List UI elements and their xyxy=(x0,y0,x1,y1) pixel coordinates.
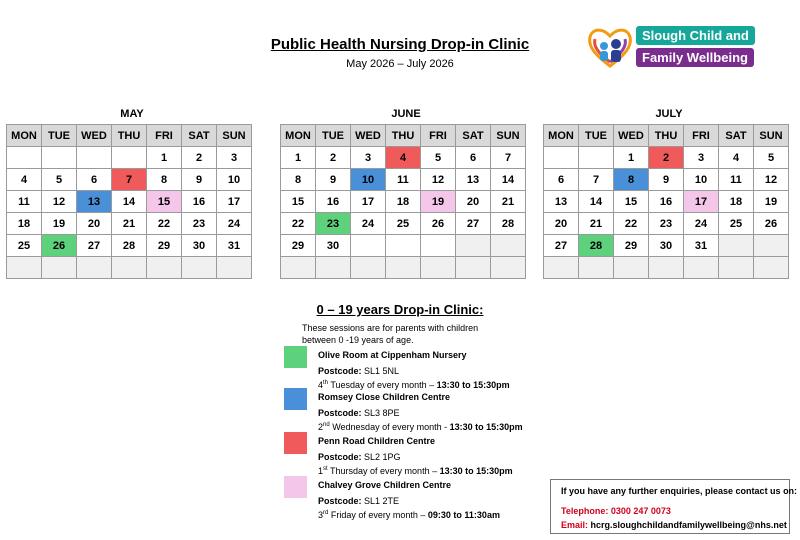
day-cell: 3 xyxy=(351,147,386,169)
location-name: Chalvey Grove Children Centre xyxy=(318,480,452,490)
contact-box xyxy=(550,479,798,534)
day-cell xyxy=(649,257,684,279)
day-cell xyxy=(544,257,579,279)
day-cell: 27 xyxy=(544,235,579,257)
day-header: SAT xyxy=(456,125,491,147)
day-header: MON xyxy=(7,125,42,147)
day-header: SAT xyxy=(182,125,217,147)
day-cell xyxy=(719,257,754,279)
day-cell: 30 xyxy=(316,235,351,257)
logo-line-1: Slough Child and xyxy=(636,26,755,45)
day-cell: 15 xyxy=(281,191,316,213)
location-name: Olive Room at Cippenham Nursery xyxy=(318,350,467,360)
day-cell: 15 xyxy=(147,191,182,213)
day-cell xyxy=(386,235,421,257)
day-cell: 26 xyxy=(42,235,77,257)
day-header: TUE xyxy=(579,125,614,147)
day-cell: 4 xyxy=(7,169,42,191)
day-cell: 2 xyxy=(649,147,684,169)
calendar-grid xyxy=(6,124,252,279)
page-subtitle: May 2026 – July 2026 xyxy=(346,58,454,70)
logo xyxy=(588,24,770,70)
day-cell xyxy=(754,257,789,279)
day-cell: 2 xyxy=(316,147,351,169)
day-cell: 24 xyxy=(684,213,719,235)
day-cell xyxy=(147,257,182,279)
clinic-section-title: 0 – 19 years Drop-in Clinic: xyxy=(316,302,484,317)
day-cell: 4 xyxy=(386,147,421,169)
day-cell: 8 xyxy=(281,169,316,191)
day-cell: 5 xyxy=(754,147,789,169)
day-cell xyxy=(182,257,217,279)
day-cell: 31 xyxy=(684,235,719,257)
day-cell: 9 xyxy=(182,169,217,191)
day-cell: 16 xyxy=(649,191,684,213)
calendar-month-name: JULY xyxy=(655,108,683,120)
day-cell xyxy=(316,257,351,279)
day-cell: 18 xyxy=(719,191,754,213)
day-header: SAT xyxy=(719,125,754,147)
day-cell: 23 xyxy=(316,213,351,235)
calendar-grid xyxy=(543,124,789,279)
day-cell xyxy=(719,235,754,257)
day-cell xyxy=(491,235,526,257)
location-schedule: 1st Thursday of every month – 13:30 to 15:30pm xyxy=(318,466,513,476)
day-cell: 28 xyxy=(579,235,614,257)
calendar-month-name: MAY xyxy=(120,108,144,120)
day-cell xyxy=(456,257,491,279)
location-color-swatch xyxy=(284,388,307,410)
day-cell: 7 xyxy=(112,169,147,191)
contact-telephone: Telephone: 0300 247 0073 xyxy=(561,506,671,516)
location-name: Romsey Close Children Centre xyxy=(318,392,451,402)
day-cell: 31 xyxy=(217,235,252,257)
day-cell: 30 xyxy=(182,235,217,257)
day-cell: 12 xyxy=(421,169,456,191)
day-cell xyxy=(112,257,147,279)
day-header: MON xyxy=(281,125,316,147)
calendar-grid xyxy=(280,124,526,279)
day-cell xyxy=(77,147,112,169)
day-cell xyxy=(351,257,386,279)
day-cell: 17 xyxy=(217,191,252,213)
location-color-swatch xyxy=(284,346,307,368)
clinic-section-intro: These sessions are for parents with children between 0 -19 years of age. xyxy=(302,323,479,345)
day-cell: 4 xyxy=(719,147,754,169)
day-cell: 25 xyxy=(7,235,42,257)
day-cell: 26 xyxy=(421,213,456,235)
day-header: WED xyxy=(614,125,649,147)
day-cell xyxy=(42,257,77,279)
day-cell: 12 xyxy=(754,169,789,191)
day-cell: 28 xyxy=(112,235,147,257)
day-cell xyxy=(42,147,77,169)
day-cell: 11 xyxy=(386,169,421,191)
day-cell: 16 xyxy=(182,191,217,213)
day-cell: 19 xyxy=(42,213,77,235)
day-cell: 5 xyxy=(42,169,77,191)
day-cell: 22 xyxy=(147,213,182,235)
day-cell: 29 xyxy=(614,235,649,257)
day-cell: 14 xyxy=(491,169,526,191)
day-cell: 10 xyxy=(217,169,252,191)
day-cell xyxy=(684,257,719,279)
heart-family-icon xyxy=(588,26,632,68)
day-header: FRI xyxy=(147,125,182,147)
day-header: TUE xyxy=(42,125,77,147)
day-cell xyxy=(491,257,526,279)
location-color-swatch xyxy=(284,476,307,498)
day-cell: 20 xyxy=(544,213,579,235)
day-cell xyxy=(579,257,614,279)
day-cell: 2 xyxy=(182,147,217,169)
day-header: THU xyxy=(649,125,684,147)
day-cell: 11 xyxy=(719,169,754,191)
day-cell: 28 xyxy=(491,213,526,235)
day-cell: 18 xyxy=(7,213,42,235)
day-cell xyxy=(421,235,456,257)
location-schedule: 2nd Wednesday of every month - 13:30 to 15:30pm xyxy=(318,422,523,432)
day-cell: 13 xyxy=(544,191,579,213)
day-cell xyxy=(281,257,316,279)
day-cell: 14 xyxy=(579,191,614,213)
day-header: MON xyxy=(544,125,579,147)
day-cell: 23 xyxy=(182,213,217,235)
day-cell: 9 xyxy=(649,169,684,191)
location-postcode: Postcode: SL2 1PG xyxy=(318,452,401,462)
day-cell: 17 xyxy=(351,191,386,213)
location-schedule: 3rd Friday of every month – 09:30 to 11:30am xyxy=(318,510,500,520)
day-cell: 1 xyxy=(614,147,649,169)
telephone-number[interactable]: 0300 247 0073 xyxy=(610,506,671,516)
location-name: Penn Road Children Centre xyxy=(318,436,436,446)
day-cell xyxy=(421,257,456,279)
day-cell: 15 xyxy=(614,191,649,213)
day-cell: 19 xyxy=(421,191,456,213)
day-cell: 21 xyxy=(579,213,614,235)
day-header: WED xyxy=(77,125,112,147)
day-cell xyxy=(112,147,147,169)
day-cell: 26 xyxy=(754,213,789,235)
day-cell: 8 xyxy=(147,169,182,191)
day-cell xyxy=(456,235,491,257)
day-cell: 7 xyxy=(579,169,614,191)
logo-line-2: Family Wellbeing xyxy=(636,48,754,67)
day-cell: 14 xyxy=(112,191,147,213)
day-cell: 9 xyxy=(316,169,351,191)
day-cell: 20 xyxy=(77,213,112,235)
day-cell: 7 xyxy=(491,147,526,169)
day-cell: 27 xyxy=(77,235,112,257)
day-cell xyxy=(579,147,614,169)
day-cell: 12 xyxy=(42,191,77,213)
day-header: SUN xyxy=(491,125,526,147)
day-cell: 24 xyxy=(217,213,252,235)
day-cell: 11 xyxy=(7,191,42,213)
location-schedule: 4th Tuesday of every month – 13:30 to 15:30pm xyxy=(318,380,510,390)
day-cell: 10 xyxy=(684,169,719,191)
page-title: Public Health Nursing Drop-in Clinic xyxy=(270,36,530,53)
day-cell: 16 xyxy=(316,191,351,213)
day-cell: 21 xyxy=(491,191,526,213)
day-header: SUN xyxy=(217,125,252,147)
location-color-swatch xyxy=(284,432,307,454)
day-cell: 1 xyxy=(147,147,182,169)
day-header: FRI xyxy=(421,125,456,147)
day-cell: 13 xyxy=(77,191,112,213)
day-cell: 29 xyxy=(147,235,182,257)
day-cell: 6 xyxy=(456,147,491,169)
contact-email: Email: hcrg.sloughchildandfamilywellbeing@nhs.net xyxy=(561,520,787,530)
day-cell: 17 xyxy=(684,191,719,213)
calendar-month-name: JUNE xyxy=(391,108,421,120)
day-cell xyxy=(754,235,789,257)
day-cell xyxy=(217,257,252,279)
day-header: WED xyxy=(351,125,386,147)
day-cell: 30 xyxy=(649,235,684,257)
day-cell: 29 xyxy=(281,235,316,257)
day-cell: 25 xyxy=(386,213,421,235)
day-cell: 6 xyxy=(544,169,579,191)
day-cell: 13 xyxy=(456,169,491,191)
day-cell: 1 xyxy=(281,147,316,169)
day-header: TUE xyxy=(316,125,351,147)
day-cell: 22 xyxy=(614,213,649,235)
day-cell: 20 xyxy=(456,191,491,213)
day-cell: 25 xyxy=(719,213,754,235)
day-cell: 6 xyxy=(77,169,112,191)
day-cell: 3 xyxy=(217,147,252,169)
day-cell: 24 xyxy=(351,213,386,235)
day-cell xyxy=(614,257,649,279)
day-header: THU xyxy=(386,125,421,147)
day-cell xyxy=(7,257,42,279)
email-link[interactable]: hcrg.sloughchildandfamilywellbeing@nhs.net xyxy=(590,520,787,530)
location-postcode: Postcode: SL1 2TE xyxy=(318,496,400,506)
day-cell: 27 xyxy=(456,213,491,235)
day-cell: 21 xyxy=(112,213,147,235)
day-cell: 10 xyxy=(351,169,386,191)
day-header: FRI xyxy=(684,125,719,147)
day-cell: 5 xyxy=(421,147,456,169)
day-cell xyxy=(544,147,579,169)
day-cell: 18 xyxy=(386,191,421,213)
day-cell: 3 xyxy=(684,147,719,169)
day-header: SUN xyxy=(754,125,789,147)
day-cell xyxy=(7,147,42,169)
day-cell: 19 xyxy=(754,191,789,213)
day-cell: 22 xyxy=(281,213,316,235)
day-cell xyxy=(77,257,112,279)
location-postcode: Postcode: SL1 5NL xyxy=(318,366,400,376)
day-cell xyxy=(351,235,386,257)
day-header: THU xyxy=(112,125,147,147)
day-cell: 23 xyxy=(649,213,684,235)
contact-question: If you have any further enquiries, please contact us on: xyxy=(561,486,798,496)
day-cell xyxy=(386,257,421,279)
location-postcode: Postcode: SL3 8PE xyxy=(318,408,400,418)
day-cell: 8 xyxy=(614,169,649,191)
